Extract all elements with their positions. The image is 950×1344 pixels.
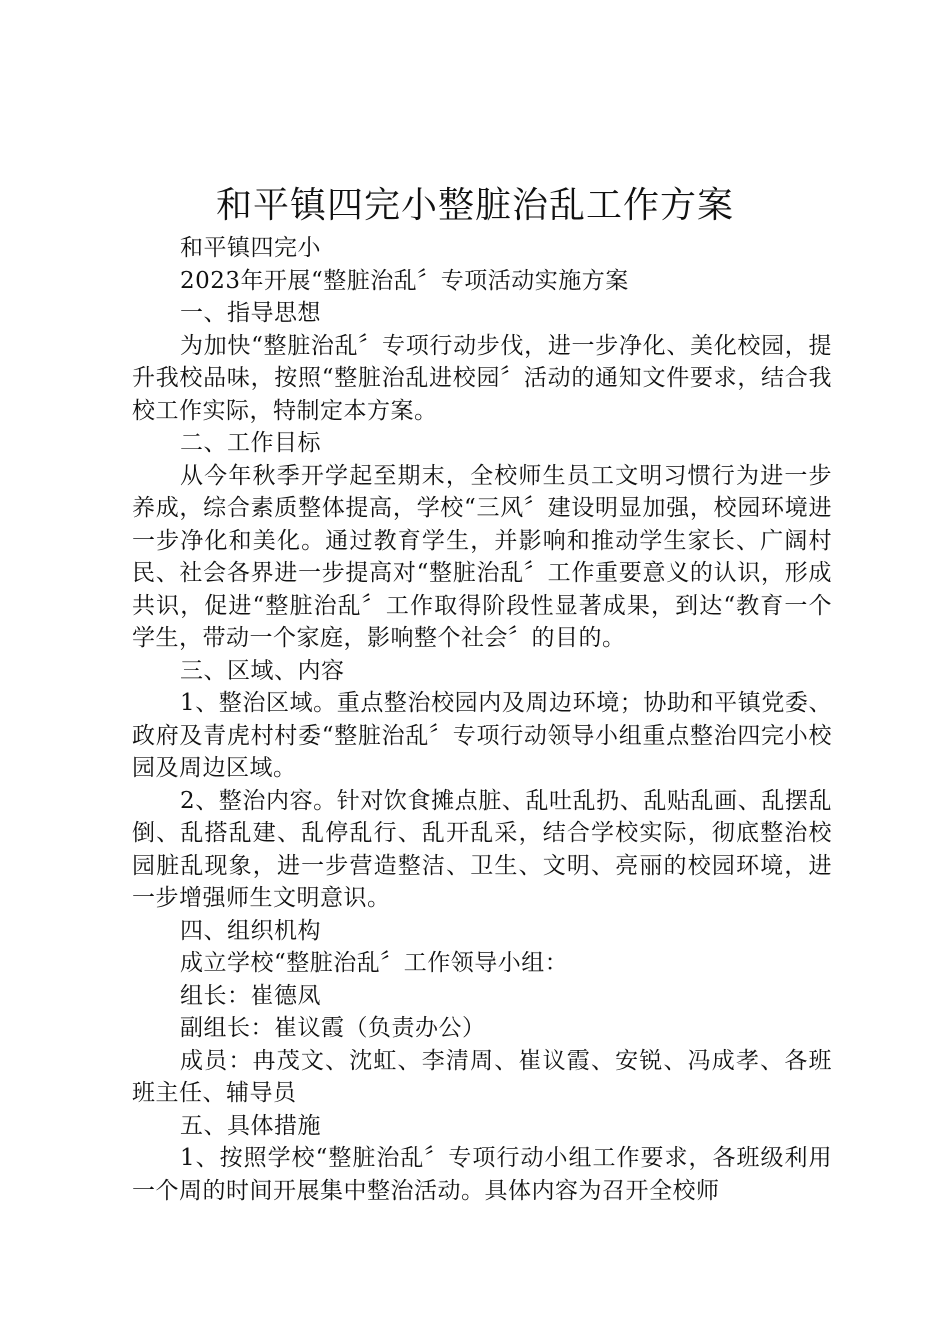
section-heading-work-goals: 二、工作目标 [180, 430, 321, 456]
paragraph-group-leader: 组长：崔德凤 [180, 982, 321, 1009]
paragraph-measure-1: 1、按照学校“整脏治乱〞专项行动小组工作要求，各班级利用一个周的时间开展集中整治活动。具体内容为召开全校师 [132, 1145, 832, 1204]
document-title: 和平镇四完小整脏治乱工作方案 [215, 185, 734, 226]
paragraph-content: 2、整治内容。针对饮食摊点脏、乱吐乱扔、乱贴乱画、乱摆乱倒、乱搭乱建、乱停乱行、乱开乱采，结合学校实际，彻底整治校园脏乱现象，进一步营造整洁、卫生、文明、亮丽的校园环境，进一步增强师生文明意识。 [132, 787, 832, 911]
paragraph-guiding-thought: 为加快“整脏治乱〞专项行动步伐，进一步净化、美化校园，提升我校品味，按照“整脏治乱进校园〞活动的通知文件要求，结合我校工作实际，特制定本方案。 [132, 332, 832, 424]
paragraph-work-goals: 从今年秋季开学起至期末，全校师生员工文明习惯行为进一步养成，综合素质整体提高，学校“三风〞建设明显加强，校园环境进一步净化和美化。通过教育学生，并影响和推动学生家长、广阔村民、社会各界进一步提高对“整脏治乱〞工作重要意义的认识，形成共识，促进“整脏治乱〞工作取得阶段性显著成果，到达“教育一个学生，带动一个家庭，影响整个社会〞的目的。 [132, 462, 832, 651]
paragraph-leading-group: 成立学校“整脏治乱〞工作领导小组： [180, 950, 569, 976]
paragraph-members: 成员：冉茂文、沈虹、李清周、崔议霞、安锐、冯成孝、各班班主任、辅导员 [132, 1047, 832, 1106]
document-body [132, 232, 832, 1207]
school-name-line: 和平镇四完小 [180, 235, 321, 261]
section-heading-measures: 五、具体措施 [180, 1112, 321, 1139]
section-heading-organization: 四、组织机构 [180, 917, 321, 944]
section-heading-guiding-thought: 一、指导思想 [180, 300, 321, 326]
section-heading-area-content: 三、区域、内容 [180, 657, 345, 684]
plan-subtitle: 2023年开展“整脏治乱〞专项活动实施方案 [180, 267, 629, 294]
paragraph-area: 1、整治区域。重点整治校园内及周边环境；协助和平镇党委、政府及青虎村村委“整脏治乱〞专项行动领导小组重点整治四完小校园及周边区域。 [132, 690, 832, 781]
paragraph-deputy-leader: 副组长：崔议霞（负责办公） [180, 1015, 486, 1041]
